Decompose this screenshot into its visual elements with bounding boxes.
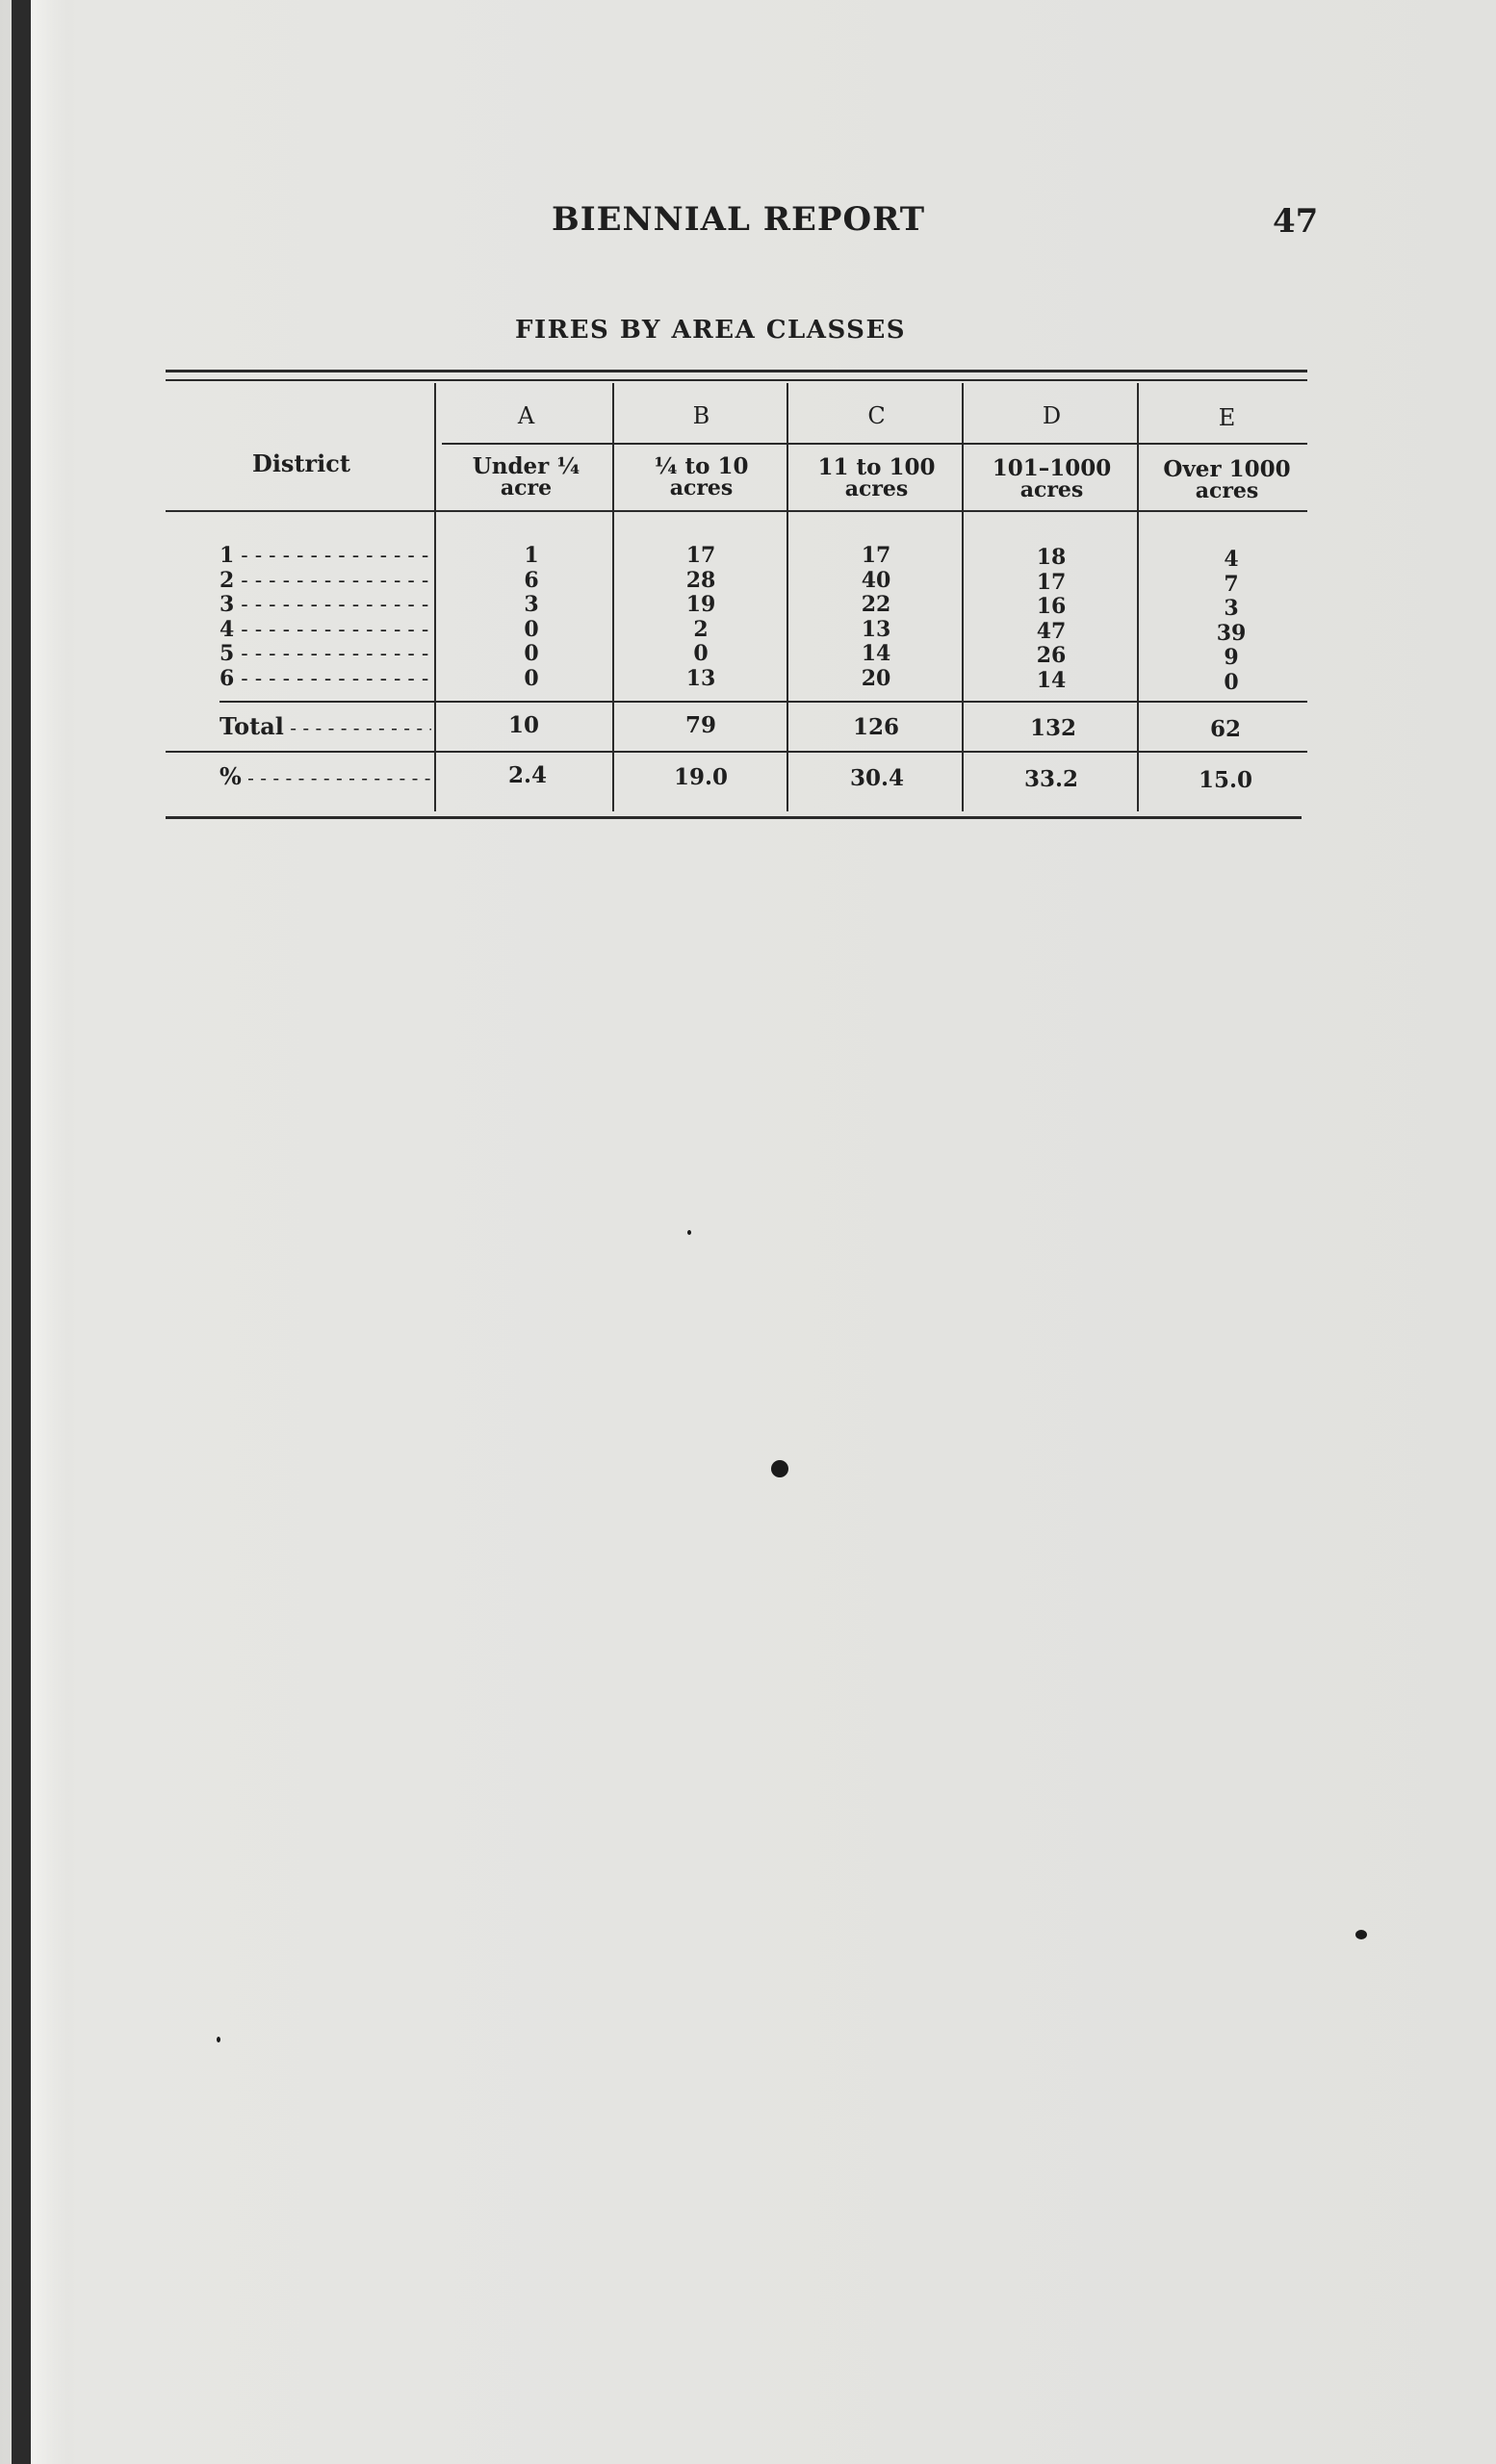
district-label: 6 - - - bbox=[219, 667, 431, 692]
column-divider bbox=[1137, 383, 1139, 811]
column-divider bbox=[434, 383, 436, 811]
column-d-values bbox=[993, 546, 1109, 693]
table-cell: 6 bbox=[524, 567, 539, 593]
column-label-c bbox=[807, 456, 946, 500]
running-head: BIENNIAL REPORT bbox=[552, 200, 926, 239]
table-cell: 39 bbox=[1216, 620, 1247, 646]
percent-cell: 2.4 bbox=[507, 762, 547, 788]
table-cell: 47 bbox=[1036, 618, 1067, 644]
table-cell: 17 bbox=[685, 543, 716, 568]
column-letter-c: C bbox=[867, 402, 886, 429]
column-divider bbox=[962, 383, 964, 811]
page-number: 47 bbox=[1273, 202, 1319, 241]
table-cell: 20 bbox=[861, 665, 891, 691]
table-cell: 4 bbox=[1224, 547, 1239, 572]
district-row-labels bbox=[219, 544, 431, 691]
column-label-a bbox=[456, 455, 596, 500]
column-c-values bbox=[818, 544, 934, 691]
column-divider bbox=[612, 383, 614, 811]
district-label: 3 - - - bbox=[219, 593, 431, 618]
column-label-c-line1: 11 to 100 bbox=[817, 454, 936, 480]
table-cell: 28 bbox=[685, 567, 716, 593]
percent-top-rule bbox=[166, 751, 1307, 753]
table-cell: 22 bbox=[861, 592, 891, 617]
total-top-rule bbox=[219, 701, 1307, 703]
table-cell: 0 bbox=[524, 641, 539, 666]
ink-speck bbox=[687, 1230, 691, 1235]
district-header: District bbox=[252, 449, 350, 477]
table-cell: 3 bbox=[524, 592, 539, 617]
percent-cell: 33.2 bbox=[1023, 766, 1079, 792]
total-cell: 79 bbox=[684, 712, 716, 738]
table-cell: 0 bbox=[1224, 669, 1239, 695]
total-cell: 10 bbox=[507, 712, 539, 738]
district-label: 2 - - - bbox=[219, 569, 431, 594]
column-label-e-line1: Over 1000 bbox=[1163, 456, 1291, 482]
column-label-a-line1: Under ¼ bbox=[472, 453, 580, 479]
table-cell: 17 bbox=[1036, 569, 1067, 595]
table-cell: 9 bbox=[1224, 645, 1239, 670]
table-cell: 0 bbox=[524, 665, 539, 691]
table-cell: 13 bbox=[861, 616, 891, 642]
table-top-rule bbox=[166, 370, 1307, 372]
column-letter-e: E bbox=[1218, 404, 1236, 431]
table-cell: 0 bbox=[524, 616, 539, 642]
table-cell: 2 bbox=[693, 616, 709, 642]
table-cell: 19 bbox=[685, 592, 716, 617]
district-label: 4 - - - bbox=[219, 618, 431, 643]
table-cell: 40 bbox=[861, 567, 891, 593]
table-cell: 7 bbox=[1224, 571, 1239, 597]
column-label-e bbox=[1157, 458, 1297, 502]
column-divider bbox=[787, 383, 788, 811]
binding-shadow bbox=[31, 0, 69, 2464]
ink-speck bbox=[217, 2037, 220, 2042]
district-label: 1 - - - bbox=[219, 544, 431, 569]
column-label-d-line2: acres bbox=[1019, 477, 1084, 502]
table-cell: 14 bbox=[1036, 667, 1067, 693]
table-bottom-rule bbox=[166, 816, 1302, 819]
column-a-values bbox=[474, 544, 589, 691]
column-label-b bbox=[632, 455, 771, 500]
table-cell: 16 bbox=[1036, 594, 1067, 619]
column-letter-a: A bbox=[517, 402, 535, 429]
total-cell: 126 bbox=[852, 714, 899, 740]
ink-speck bbox=[1355, 1930, 1367, 1939]
total-label: Total - - - bbox=[219, 712, 431, 740]
table-cell: 14 bbox=[861, 641, 891, 666]
book-binding-edge bbox=[12, 0, 31, 2464]
column-e-values bbox=[1174, 548, 1289, 695]
column-label-d-line1: 101–1000 bbox=[992, 455, 1112, 481]
table-cell: 0 bbox=[693, 641, 709, 666]
table-cell: 18 bbox=[1036, 545, 1067, 570]
table-title: FIRES BY AREA CLASSES bbox=[515, 316, 907, 345]
column-letter-b: B bbox=[692, 402, 710, 429]
total-cell: 62 bbox=[1209, 716, 1241, 742]
column-label-c-line2: acres bbox=[844, 476, 909, 501]
column-label-b-line1: ¼ to 10 bbox=[654, 453, 749, 479]
column-b-values bbox=[643, 544, 759, 691]
ink-speck bbox=[771, 1460, 788, 1477]
column-label-b-line2: acres bbox=[669, 475, 734, 500]
column-label-a-line2: acre bbox=[500, 475, 553, 500]
table-cell: 13 bbox=[685, 665, 716, 691]
percent-cell: 19.0 bbox=[673, 764, 729, 790]
column-letter-d: D bbox=[1042, 402, 1062, 429]
table-cell: 3 bbox=[1224, 596, 1239, 621]
column-label-e-line2: acres bbox=[1195, 478, 1259, 503]
percent-cell: 15.0 bbox=[1198, 767, 1253, 793]
table-cell: 1 bbox=[524, 543, 539, 568]
percent-cell: 30.4 bbox=[849, 765, 905, 791]
table-cell: 17 bbox=[861, 543, 891, 568]
table-top-rule-2 bbox=[166, 379, 1307, 381]
percent-label: % - - - bbox=[219, 762, 431, 790]
total-cell: 132 bbox=[1029, 715, 1076, 741]
header-bottom-rule bbox=[166, 510, 1307, 512]
column-label-d bbox=[982, 457, 1122, 501]
district-label: 5 - - - bbox=[219, 642, 431, 667]
table-cell: 26 bbox=[1036, 643, 1067, 668]
letter-row-rule bbox=[442, 443, 1307, 445]
